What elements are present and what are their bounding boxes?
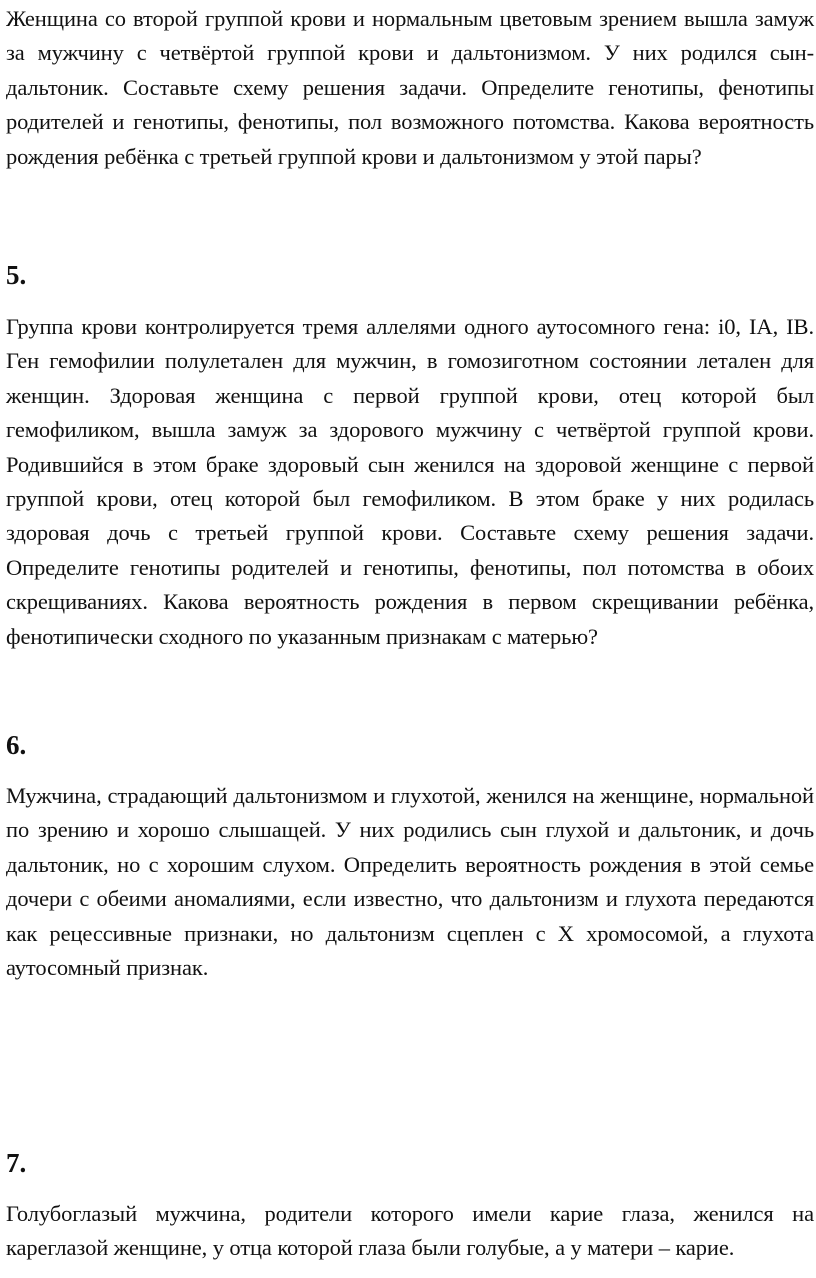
problem-6-number: 6.: [6, 730, 27, 760]
problem-7-number: 7.: [6, 1148, 27, 1178]
intro-paragraph: Женщина со второй группой крови и нормальным цветовым зрением вышла замуж за мужчину с четвёртой группой крови и дальтонизмом. У них родился сын-дальтоник. Составьте схему решения задачи. Определите генотипы, фенотипы родителей и генотипы, фенотипы, пол возможного потомства. Какова вероятность рождения ребёнка с третьей группой крови и дальтонизмом у этой пары?: [6, 6, 814, 169]
problem-5-number: 5.: [6, 260, 27, 290]
problem-6-text: Мужчина, страдающий дальтонизмом и глухотой, женился на женщине, нормальной по зрению и хорошо слышащей. У них родились сын глухой и дальтоник, и дочь дальтоник, но с хорошим слухом. Определить вероятность рождения в этой семье дочери с обеими аномалиями, если известно, что дальтонизм и глухота передаются как рецессивные признаки, но дальтонизм сцеплен с Х хромосомой, а глухота аутосомный признак.: [6, 783, 814, 981]
problem-7-text: Голубоглазый мужчина, родители которого имели карие глаза, женился на кареглазой женщине, у отца которой глаза были голубые, а у матери – карие.: [6, 1201, 814, 1261]
document-page: [6, 0, 814, 1278]
problem-5-text: Группа крови контролируется тремя аллелями одного аутосомного гена: i0, IA, IB. Ген гемофилии полулетален для мужчин, в гомозиготном состоянии летален для женщин. Здоровая женщина с первой группой крови, отец которой был гемофиликом, вышла замуж за здорового мужчину с четвёртой группой крови. Родившийся в этом браке здоровый сын женился на здоровой женщине с первой группой крови, отец которой был гемофиликом. В этом браке у них родилась здоровая дочь с третьей группой крови. Составьте схему решения задачи. Определите генотипы родителей и генотипы, фенотипы, пол потомства в обоих скрещиваниях. Какова вероятность рождения в первом скрещивании ребёнка, фенотипически сходного по указанным признакам с матерью?: [6, 314, 814, 649]
